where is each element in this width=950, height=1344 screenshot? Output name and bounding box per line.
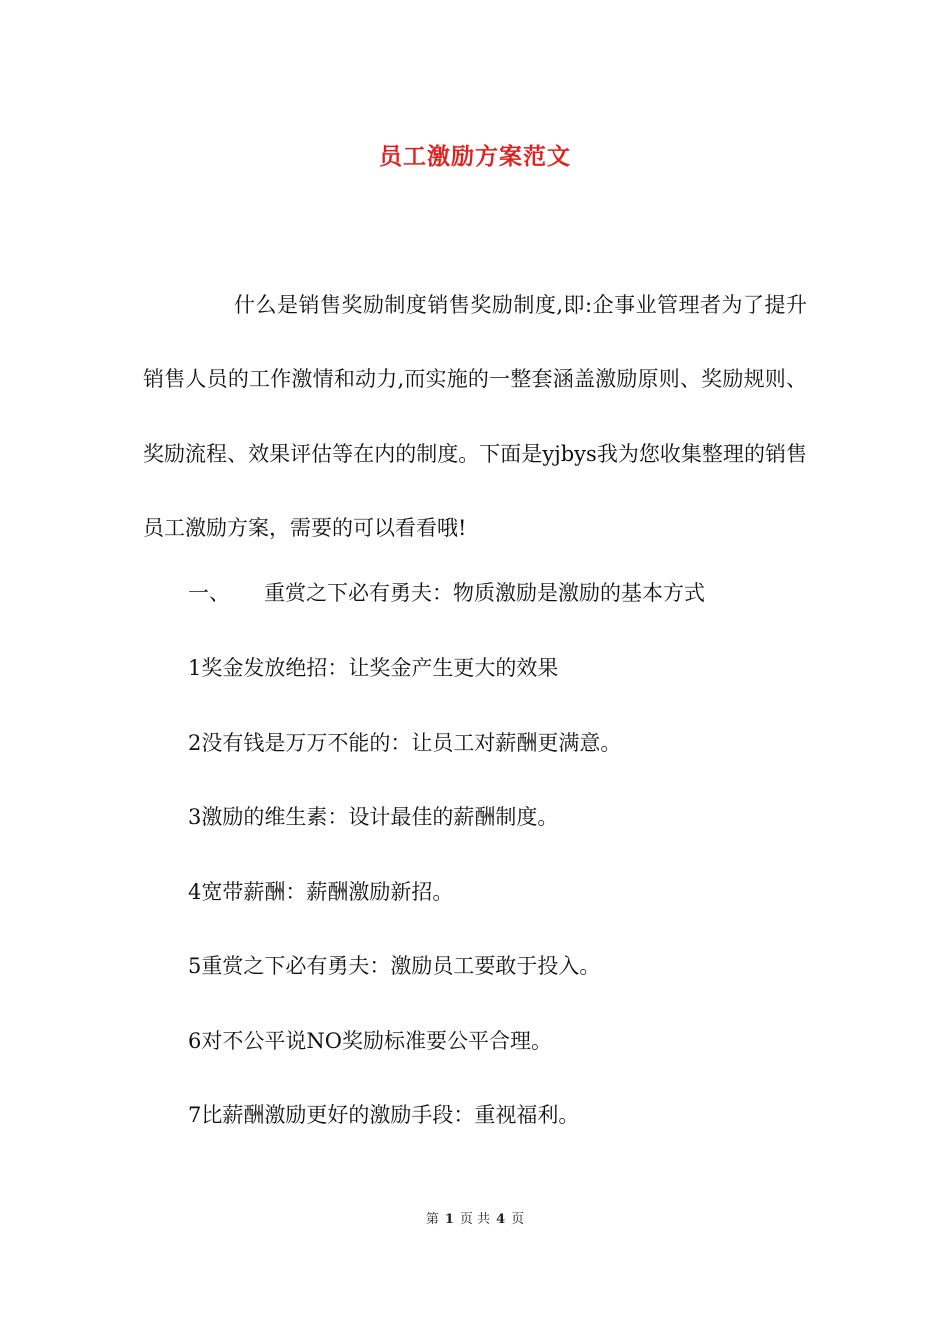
document-title: 员工激励方案范文: [379, 143, 571, 170]
list-item-3: 3激励的维生素：设计最佳的薪酬制度。: [188, 805, 559, 829]
footer-current-page: 1: [444, 1212, 454, 1227]
section-heading: [188, 577, 705, 607]
section-number: 一、: [188, 581, 230, 605]
page-footer: [0, 1208, 950, 1227]
list-item-6: 6对不公平说NO奖励标准要公平合理。: [188, 1029, 552, 1053]
intro-paragraph: 什么是销售奖励制度销售奖励制度,即:企事业管理者为了提升销售人员的工作激情和动力,而实施的一整套涵盖激励原则、奖励规则、奖励流程、效果评估等在内的制度。下面是yjbys我为您收集整理的销售员工激励方案，需要的可以看看哦!: [143, 293, 807, 540]
list-item-2: 2没有钱是万万不能的：让员工对薪酬更满意。: [188, 731, 622, 755]
list-item-7: 7比薪酬激励更好的激励手段：重视福利。: [188, 1103, 580, 1127]
list-item-1: 1奖金发放绝招：让奖金产生更大的效果: [188, 656, 559, 680]
section-heading-text: 重赏之下必有勇夫：物质激励是激励的基本方式: [264, 581, 705, 605]
list-item-4: 4宽带薪酬：薪酬激励新招。: [188, 880, 454, 904]
footer-prefix: 第: [425, 1212, 439, 1227]
footer-suffix: 页: [511, 1212, 525, 1227]
footer-middle: 页 共: [459, 1212, 491, 1227]
footer-total-pages: 4: [496, 1212, 506, 1227]
list-item-5: 5重赏之下必有勇夫：激励员工要敢于投入。: [188, 954, 601, 978]
